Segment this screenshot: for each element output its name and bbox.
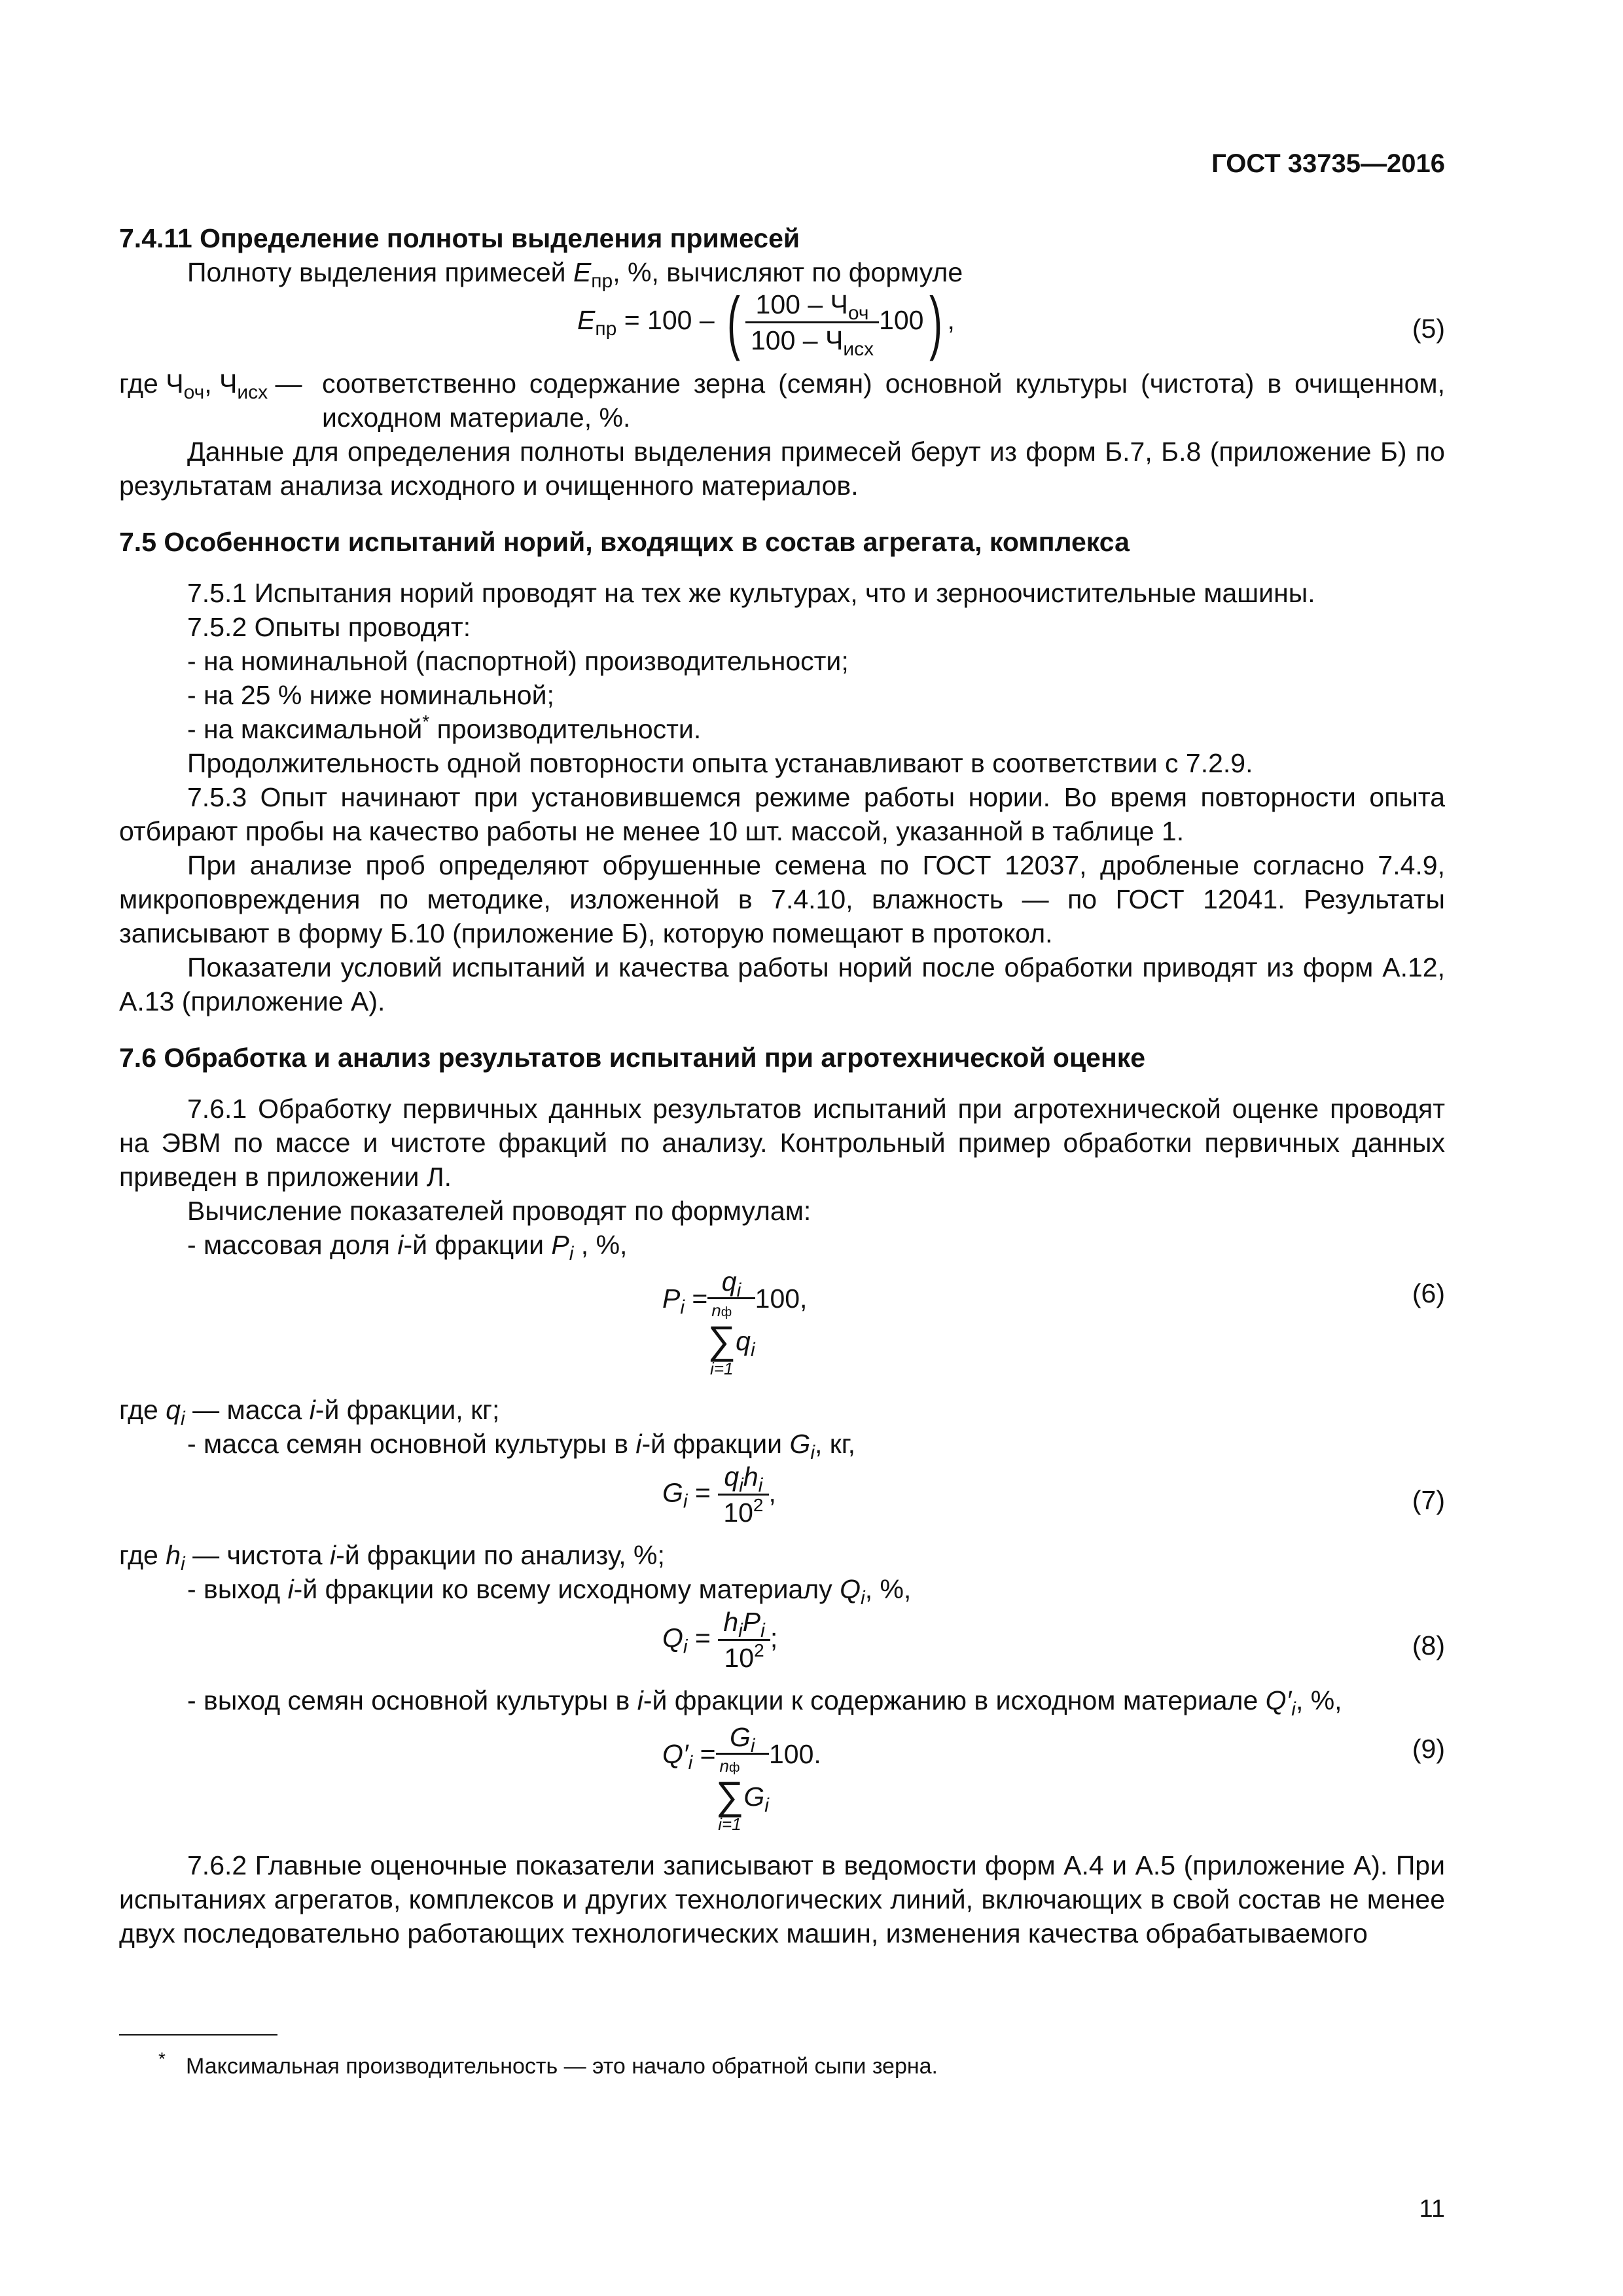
paragraph-7-5-analysis: При анализе проб определяют обрушенные семена по ГОСТ 12037, дробленые согласно 7.4.9, микроповреждения по методике, изложенной в 7.4.10, влажность — по ГОСТ 12041. Результаты записывают в форму Б.10 (приложение Б), которую помещают в протокол. (119, 850, 1445, 948)
paragraph-7-4-11-intro: Полноту выделения примесей $E_{пр}$, %, вычисляют по формуле (187, 257, 963, 292)
formula-9-sum: nф ∑ i=1 (715, 1756, 744, 1834)
formula-5-where-lead: где $Ч_{оч}$, $Ч_{исх}$ — (119, 368, 302, 403)
paragraph-7-6-2: 7.6.2 Главные оценочные показатели записывают в ведомости форм А.4 и А.5 (приложение А). При испытаниях агрегатов, комплексов и других технологических линий, включающих в свой состав не менее двух последовательно работающих технологических машин, изменения качества обрабатываемого (119, 1850, 1445, 1948)
paragraph-7-4-11-data: Данные для определения полноты выделения примесей берут из форм Б.7, Б.8 (приложение Б) по результатам анализа исходного и очищенного материалов. (119, 437, 1445, 501)
document-header-id: ГОСТ 33735—2016 (1211, 149, 1445, 178)
footnote-separator (119, 2034, 277, 2036)
formula-8-number: (8) (1412, 1630, 1445, 1660)
list-item-below-nominal: - на 25 % ниже номинальной; (187, 680, 554, 710)
formula-8-body: $Q_i$ = $\frac{h_iP_i}{10^2}$ ; (662, 1607, 778, 1673)
list-item-seed-yield: - выход семян основной культуры в i-й фракции к содержанию в исходном материале $Q'_i$, %, (187, 1685, 1342, 1720)
formula-6-sum: nф ∑ i=1 (707, 1300, 736, 1378)
formula-5 (119, 282, 1445, 367)
section-heading-7-5: 7.5 Особенности испытаний норий, входящих в состав агрегата, комплекса (119, 527, 1130, 557)
page-content (119, 221, 1445, 1950)
section-heading-7-4-11: 7.4.11 Определение полноты выделения примесей (119, 223, 800, 253)
formula-8 (119, 1606, 1445, 1683)
formula-6 (119, 1262, 1445, 1393)
formula-5-where (119, 367, 1445, 435)
formula-5-number: (5) (1412, 314, 1445, 344)
list-item-nominal: - на номинальной (паспортной) производительности; (187, 646, 849, 676)
list-item-seed-mass: - масса семян основной культуры в i-й фракции $G_i$, кг, (187, 1429, 856, 1463)
formula-5-body: $E_{пр} = 100$ – ( $\frac{100 - Ч_{оч}}{100 - Ч_{исх}}$ 100) , (577, 282, 955, 361)
footnote-mark: * (158, 2049, 166, 2069)
formula-7-fraction: $\frac{q_ih_i}{10^2}$ (718, 1462, 768, 1527)
formula-9 (119, 1717, 1445, 1848)
formula-6-body: $P_i$ = $q_i$ nф ∑ i=1 $q_i$ 100, (662, 1266, 808, 1378)
formula-5-fraction: $\frac{100 - Ч_{оч}}{100 - Ч_{исх}}$ (745, 290, 879, 355)
formula-9-number: (9) (1412, 1734, 1445, 1764)
paragraph-7-6-calc: Вычисление показателей проводят по формулам: (187, 1196, 812, 1226)
formula-6-number: (6) (1412, 1278, 1445, 1308)
formula-7-number: (7) (1412, 1485, 1445, 1515)
formula-9-body: $Q'_i$ = $G_i$ nф ∑ i=1 $G_i$ 100. (662, 1722, 821, 1834)
section-heading-7-6: 7.6 Обработка и анализ результатов испытаний при агротехнической оценке (119, 1043, 1146, 1073)
page-number: 11 (1419, 2195, 1445, 2223)
paragraph-7-6-1: 7.6.1 Обработку первичных данных результатов испытаний при агротехнической оценке проводят на ЭВМ по массе и чистоте фракций по анализу. Контрольный пример обработки первичных данных приведен в приложении Л. (119, 1094, 1445, 1192)
list-item-fraction-yield: - выход i-й фракции ко всему исходному материалу $Q_i$, %, (187, 1574, 912, 1609)
formula-5-where-text: соответственно содержание зерна (семян) основной культуры (чистота) в очищенном, исходном материале, %. (322, 368, 1445, 433)
formula-7-where: где $h_i$ — чистота i-й фракции по анализу, %; (119, 1540, 665, 1575)
footnote-text: Максимальная производительность — это начало обратной сыпи зерна. (186, 2054, 938, 2079)
list-item-maximum: - на максимальной* производительности. (187, 711, 702, 744)
list-item-mass-fraction: - массовая доля i-й фракции $P_i$ , %, (187, 1230, 628, 1265)
paragraph-7-5-duration: Продолжительность одной повторности опыта устанавливают в соответствии с 7.2.9. (187, 748, 1253, 778)
paragraph-7-5-indicators: Показатели условий испытаний и качества работы норий после обработки приводят из форм А.12, А.13 (приложение А). (119, 952, 1445, 1016)
paragraph-7-5-1: 7.5.1 Испытания норий проводят на тех же культурах, что и зерноочистительные машины. (187, 578, 1315, 608)
footnote (158, 2049, 938, 2079)
footnote-reference[interactable]: * (422, 711, 430, 732)
paragraph-7-5-2: 7.5.2 Опыты проводят: (187, 612, 471, 642)
paragraph-7-5-3: 7.5.3 Опыт начинают при установившемся режиме работы нории. Во время повторности опыта отбирают пробы на качество работы не менее 10 шт. массой, указанной в таблице 1. (119, 782, 1445, 846)
formula-7-body: $G_i$ = $\frac{q_ih_i}{10^2}$ , (662, 1462, 776, 1528)
formula-6-where: где $q_i$ — масса i-й фракции, кг; (119, 1395, 500, 1429)
formula-8-fraction: $\frac{h_iP_i}{10^2}$ (718, 1607, 770, 1672)
formula-7 (119, 1461, 1445, 1538)
